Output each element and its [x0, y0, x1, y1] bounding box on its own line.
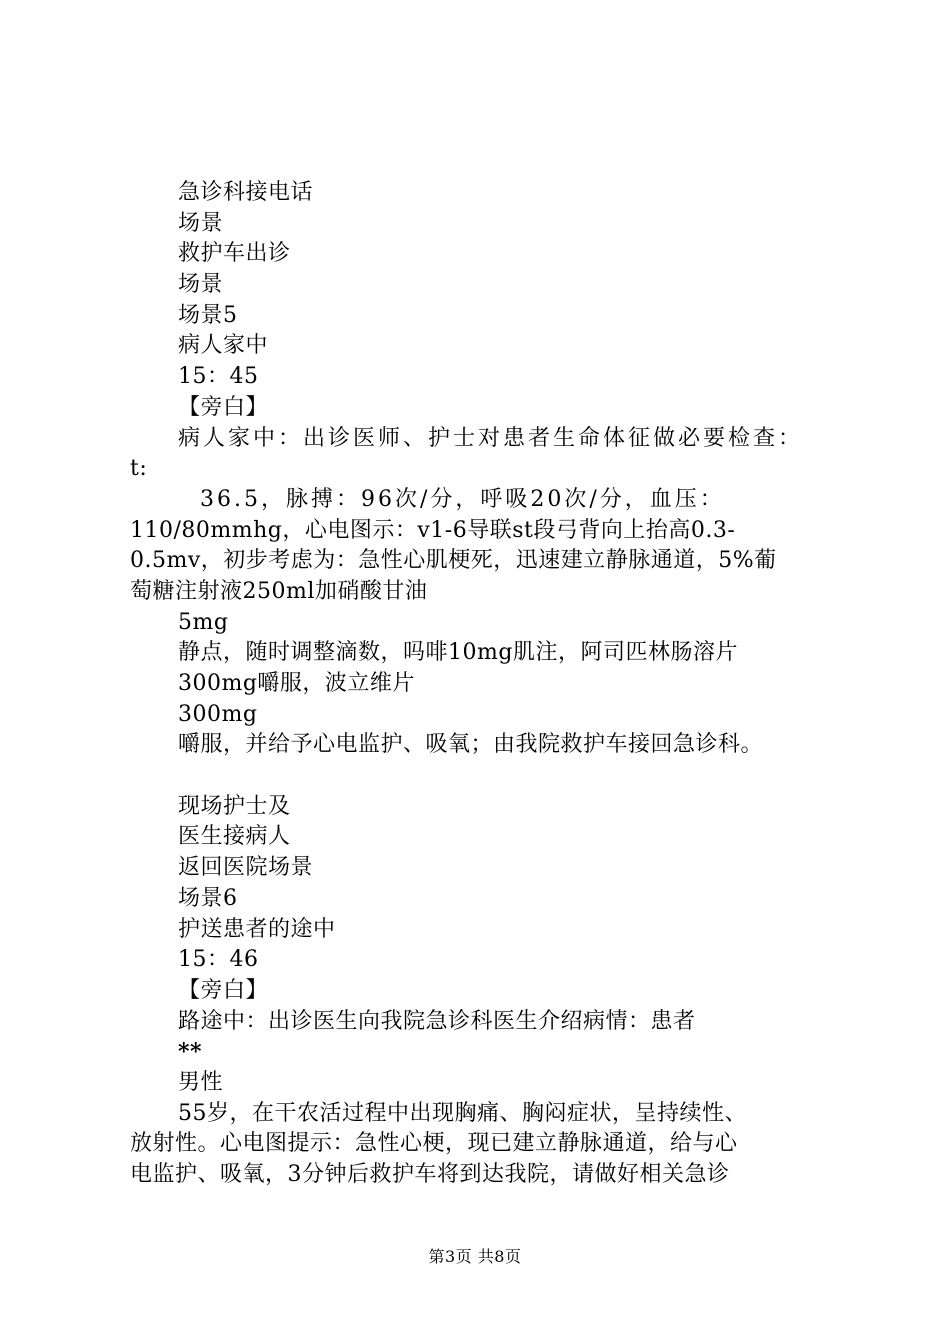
text-line: 【旁白】 — [178, 394, 269, 420]
text-line: 现场护士及 — [178, 793, 291, 819]
text-line: 救护车出诊 — [178, 241, 291, 267]
text-line: 55岁，在干农活过程中出现胸痛、胸闷症状，呈持续性、 — [178, 1100, 747, 1126]
text-line: 病人家中：出诊医师、护士对患者生命体征做必要检查： — [178, 425, 804, 451]
text-line: 300mg — [178, 701, 258, 727]
text-line: 【旁白】 — [178, 977, 269, 1003]
text-line: t: — [130, 456, 148, 482]
text-line: 护送患者的途中 — [178, 916, 336, 942]
text-line: 急诊科接电话 — [178, 180, 314, 205]
text-line: ** — [178, 1039, 203, 1066]
text-line: 300mg嚼服，波立维片 — [178, 671, 415, 696]
page-footer: 第3页 共8页 — [428, 1247, 522, 1266]
text-line: 场景 — [178, 272, 224, 298]
text-line: 医生接病人 — [178, 824, 291, 850]
text-line: 场景5 — [178, 302, 238, 328]
text-line: 0.5mv，初步考虑为：急性心肌梗死，迅速建立静脉通道，5%葡 — [130, 548, 777, 574]
text-line: 电监护、吸氧，3分钟后救护车将到达我院，请做好相关急诊 — [130, 1162, 730, 1187]
text-line: 返回医院场景 — [178, 855, 314, 881]
text-line: 嚼服，并给予心电监护、吸氧；由我院救护车接回急诊科。 — [178, 732, 764, 758]
text-line: 110/80mmhg，心电图示：v1-6导联st段弓背向上抬高0.3- — [130, 517, 736, 543]
text-line: 场景 — [178, 210, 224, 236]
text-line: 场景6 — [178, 885, 238, 911]
text-line: 路途中：出诊医生向我院急诊科医生介绍病情：患者 — [178, 1008, 696, 1034]
text-line: 萄糖注射液250ml加硝酸甘油 — [130, 578, 428, 604]
text-line: 36.5，脉搏：96次/分，呼吸20次/分，血压： — [200, 486, 725, 512]
text-line: 病人家中 — [178, 333, 269, 359]
text-line: 男性 — [178, 1069, 224, 1095]
paragraph-gap — [130, 761, 850, 792]
document-body — [130, 178, 850, 1191]
text-line: 静点，随时调整滴数，吗啡10mg肌注，阿司匹林肠溶片 — [178, 640, 738, 666]
text-line: 5mg — [178, 609, 229, 635]
text-line: 15：45 — [178, 364, 259, 390]
text-line: 放射性。心电图提示：急性心梗，现已建立静脉通道，给与心 — [130, 1131, 738, 1157]
text-line: 15：46 — [178, 947, 259, 973]
